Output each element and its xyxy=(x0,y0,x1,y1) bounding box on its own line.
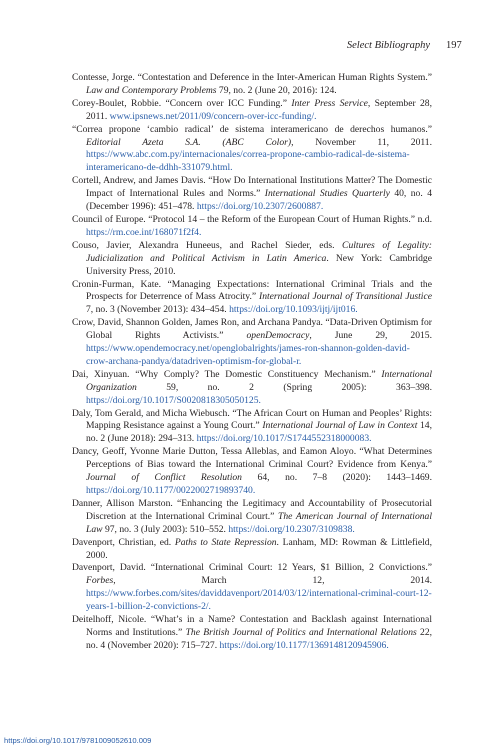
entry-title-italic: Editorial Azeta S.A. (ABC Color) xyxy=(86,136,292,148)
entry-text: 40, no. 4 (December 1996): 451–478. xyxy=(86,188,432,213)
entry-link[interactable]: https://doi.org/10.1017/S1744552318000083. xyxy=(196,433,372,445)
bibliography-entry xyxy=(72,369,432,408)
entry-link[interactable]: https://www.forbes.com/sites/daviddavenport/2014/03/12/international-criminal-court-12-years-1-billion-2-convictions-2/. xyxy=(86,588,432,613)
doi-footer-link[interactable]: https://doi.org/10.1017/9781009052610.009 xyxy=(4,736,152,745)
entry-link[interactable]: https://www.opendemocracy.net/openglobalrights/james-ron-shannon-golden-david-crow-archana-pandya/datadriven-optimism-for-global-r. xyxy=(86,343,410,367)
entry-text: “Correa propone ‘cambio radical’ de sistema interamericano de derechos humanos.” xyxy=(72,123,432,135)
entry-text: . New York: Cambridge University Press, 2010. xyxy=(86,252,432,277)
entry-title-italic: International Studies Quarterly xyxy=(264,188,390,200)
entry-text: , November 11, 2011. xyxy=(291,136,432,148)
entry-text: Danner, Allison Marston. “Enhancing the Legitimacy and Accountability of Prosecutorial Discretion at the International Criminal Court.” xyxy=(72,497,432,522)
bibliography-entry xyxy=(72,175,432,214)
bibliography-entry xyxy=(72,124,432,176)
entry-text: 7, no. 3 (November 2013): 434–454. xyxy=(86,304,230,316)
running-header xyxy=(0,40,500,56)
entry-text: 59, no. 2 (Spring 2005): 363–398. xyxy=(136,381,432,393)
entry-link[interactable]: https://doi.org/10.1177/1369148120945906. xyxy=(219,639,389,651)
bibliography-entry xyxy=(72,72,432,98)
entry-title-italic: Cultures of Legality: Judicialization and Political Activism in Latin America xyxy=(86,239,432,264)
page-number: 197 xyxy=(446,40,462,51)
bibliography-entry xyxy=(72,537,432,563)
bibliography-entry xyxy=(72,279,432,318)
entry-text: Contesse, Jorge. “Contestation and Deference in the Inter-American Human Rights System.” xyxy=(72,72,432,83)
entry-title-italic: Inter Press Service xyxy=(291,97,368,109)
entry-text: 79, no. 2 (June 20, 2016): 124. xyxy=(216,84,337,96)
bibliography-entry xyxy=(72,214,432,240)
entry-text: Davenport, David. “International Criminal Court: 12 Years, $1 Billion, 2 Convictions.” xyxy=(72,562,432,574)
entry-title-italic: The American Journal of International Law xyxy=(86,510,433,535)
entry-text: Daly, Tom Gerald, and Micha Wiebusch. “The African Court on Human and Peoples’ Rights: Mapping Resistance against a Young Court.” xyxy=(72,407,432,432)
entry-link[interactable]: https://doi.org/10.1017/S0020818305050125. xyxy=(86,394,261,406)
entry-text: 22, no. 4 (November 2020): 715–727. xyxy=(86,626,433,651)
entry-text: . Lanham, MD: Rowman & Littlefield, 2000. xyxy=(86,536,432,561)
entry-title-italic: Forbes xyxy=(86,575,114,587)
entry-link[interactable]: https://doi.org/10.1093/ijtj/ijt016. xyxy=(229,304,358,316)
entry-text: 14, no. 2 (June 2018): 294–313. xyxy=(86,420,433,445)
entry-title-italic: Journal of Conflict Resolution xyxy=(86,472,242,484)
entry-text: , June 29, 2015. xyxy=(309,330,432,342)
entry-text: Dancy, Geoff, Yvonne Marie Dutton, Tessa Alleblas, and Eamon Aloyo. “What Determines Perceptions of Bias toward the International Criminal Court? Evidence from Kenya.” xyxy=(72,446,432,471)
bibliography-entry xyxy=(72,446,432,498)
bibliography-entry xyxy=(72,498,432,537)
entry-link[interactable]: https://rm.coe.int/168071f2f4. xyxy=(86,226,202,238)
entry-text: Cronin-Furman, Kate. “Managing Expectations: International Criminal Trials and the Prospects for Deterrence of Mass Atrocity.” xyxy=(72,278,432,303)
entry-text: Crow, David, Shannon Golden, James Ron, and Archana Pandya. “Data-Driven Optimism for Global Rights Activists.” xyxy=(72,317,432,342)
entry-text: Dai, Xinyuan. “Why Comply? The Domestic Constituency Mechanism.” xyxy=(72,368,382,380)
bibliography-entry xyxy=(72,408,432,447)
bibliography-entry xyxy=(72,614,432,653)
entry-text: Davenport, Christian, ed. xyxy=(72,536,175,548)
bibliography-list xyxy=(72,72,432,653)
entry-text: 64, no. 7–8 (2020): 1443–1469. xyxy=(241,472,432,484)
entry-text: 97, no. 3 (July 2003): 510–552. xyxy=(102,523,229,535)
entry-title-italic: International Journal of Law in Context xyxy=(262,420,418,432)
entry-link[interactable]: https://www.abc.com.py/internacionales/correa-propone-cambio-radical-de-sistema-interamericano-de-ddhh-331079.html. xyxy=(86,149,410,174)
bibliography-entry xyxy=(72,317,432,369)
entry-title-italic: International Journal of Transitional Justice xyxy=(259,291,432,303)
entry-text: Couso, Javier, Alexandra Huneeus, and Rachel Sieder, eds. xyxy=(72,239,343,251)
bibliography-entry xyxy=(72,98,432,124)
running-head-title: Select Bibliography xyxy=(346,40,430,51)
entry-title-italic: Paths to State Repression xyxy=(174,536,277,548)
bibliography-entry xyxy=(72,562,432,614)
entry-text: Council of Europe. “Protocol 14 – the Reform of the European Court of Human Rights.” n.d. xyxy=(72,213,432,225)
entry-title-italic: International Organization xyxy=(86,368,432,393)
entry-title-italic: The British Journal of Politics and International Relations xyxy=(185,626,417,638)
entry-link[interactable]: www.ipsnews.net/2011/09/concern-over-icc-funding/. xyxy=(109,110,317,122)
entry-link[interactable]: https://doi.org/10.1177/0022002719893740. xyxy=(86,485,256,496)
bibliography-entry xyxy=(72,240,432,279)
entry-text: Deitelhoff, Nicole. “What’s in a Name? Contestation and Backlash against International Norms and Institutions.” xyxy=(72,614,432,638)
entry-title-italic: openDemocracy xyxy=(246,330,310,342)
entry-text: Corey-Boulet, Robbie. “Concern over ICC Funding.” xyxy=(72,97,292,109)
entry-link[interactable]: https://doi.org/10.2307/2600887. xyxy=(196,201,324,213)
entry-text: , March 12, 2014. xyxy=(113,575,432,587)
entry-text: Cortell, Andrew, and James Davis. “How Do International Institutions Matter? The Domestic Impact of International Rules and Norms.” xyxy=(72,175,432,200)
entry-link[interactable]: https://doi.org/10.2307/3109838. xyxy=(228,523,355,535)
entry-title-italic: Law and Contemporary Problems xyxy=(86,84,217,96)
entry-text: , September 28, 2011. xyxy=(86,97,433,122)
